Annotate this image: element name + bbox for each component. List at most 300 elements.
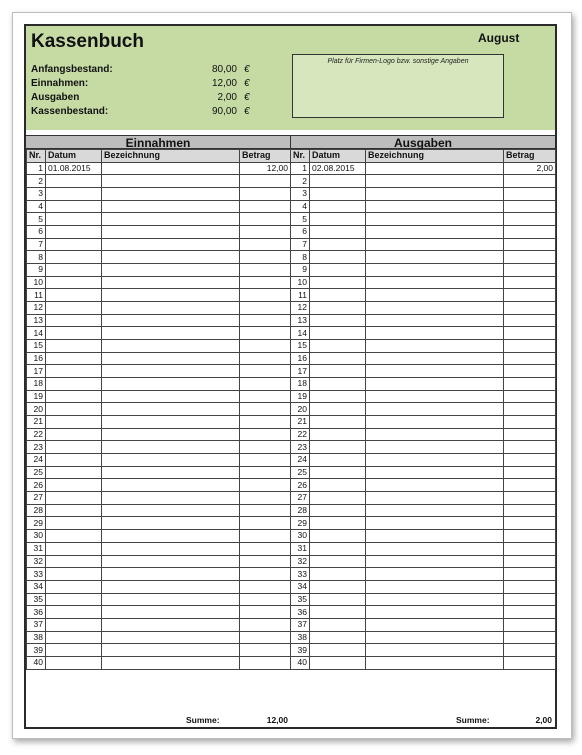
amount-cell[interactable]: 12,00 [240,162,291,175]
amount-cell[interactable] [504,352,556,365]
date-cell[interactable] [310,504,366,517]
amount-cell[interactable] [504,238,556,251]
description-cell[interactable] [366,188,504,201]
amount-cell[interactable] [240,378,291,391]
row-number: 18 [291,378,310,391]
row-number: 24 [27,454,46,467]
description-cell[interactable] [102,264,240,277]
date-cell[interactable] [310,390,366,403]
description-cell[interactable] [366,656,504,669]
description-cell[interactable] [102,200,240,213]
date-cell[interactable] [46,238,102,251]
description-cell[interactable] [102,644,240,657]
amount-cell[interactable] [504,479,556,492]
amount-cell[interactable] [504,631,556,644]
date-cell[interactable] [46,517,102,530]
kassenbuch-sheet [24,24,557,729]
currency-symbol: € [244,78,250,89]
amount-cell[interactable] [240,555,291,568]
date-cell[interactable] [46,314,102,327]
table-row [291,226,556,239]
description-cell[interactable] [366,593,504,606]
description-cell[interactable] [102,175,240,188]
description-cell[interactable] [366,213,504,226]
date-cell[interactable] [46,188,102,201]
amount-cell[interactable] [504,428,556,441]
date-cell[interactable] [310,542,366,555]
amount-cell[interactable] [240,466,291,479]
date-cell[interactable] [46,378,102,391]
date-cell[interactable] [310,479,366,492]
description-cell[interactable] [102,618,240,631]
table-row [27,517,291,530]
amount-cell[interactable] [240,314,291,327]
table-row [27,568,291,581]
table-row [27,618,291,631]
description-cell[interactable] [366,416,504,429]
date-cell[interactable] [310,644,366,657]
description-cell[interactable] [102,365,240,378]
description-cell[interactable] [366,238,504,251]
date-cell[interactable] [310,314,366,327]
amount-cell[interactable] [240,416,291,429]
amount-cell[interactable] [504,441,556,454]
description-cell[interactable] [102,403,240,416]
description-cell[interactable] [366,606,504,619]
amount-cell[interactable] [504,327,556,340]
description-cell[interactable] [102,504,240,517]
description-cell[interactable] [102,517,240,530]
description-cell[interactable] [102,289,240,302]
row-number: 2 [291,175,310,188]
date-cell[interactable]: 02.08.2015 [310,162,366,175]
description-cell[interactable] [102,593,240,606]
table-row [291,606,556,619]
amount-cell[interactable] [504,251,556,264]
description-cell[interactable] [366,466,504,479]
description-cell[interactable] [366,390,504,403]
row-number: 32 [27,555,46,568]
amount-cell[interactable] [240,302,291,315]
date-cell[interactable] [310,226,366,239]
amount-cell[interactable] [504,492,556,505]
currency-symbol: € [244,92,250,103]
amount-cell[interactable] [504,656,556,669]
date-cell[interactable] [310,441,366,454]
month-label: August [478,31,520,45]
date-cell[interactable] [310,340,366,353]
date-cell[interactable] [46,251,102,264]
row-number: 17 [291,365,310,378]
amount-cell[interactable] [504,403,556,416]
description-cell[interactable] [366,314,504,327]
amount-cell[interactable] [504,568,556,581]
description-cell[interactable] [366,517,504,530]
amount-cell[interactable] [240,618,291,631]
description-cell[interactable] [366,276,504,289]
date-cell[interactable] [310,618,366,631]
row-number: 38 [27,631,46,644]
table-row [291,542,556,555]
amount-cell[interactable] [504,340,556,353]
amount-cell[interactable] [504,390,556,403]
description-cell[interactable] [102,378,240,391]
table-row [27,175,291,188]
date-cell[interactable] [310,555,366,568]
description-cell[interactable] [102,631,240,644]
date-cell[interactable] [310,606,366,619]
description-cell[interactable] [102,302,240,315]
date-cell[interactable] [310,378,366,391]
amount-cell[interactable] [504,517,556,530]
amount-cell[interactable] [240,656,291,669]
date-cell[interactable] [46,327,102,340]
date-cell[interactable] [46,593,102,606]
date-cell[interactable] [46,466,102,479]
description-cell[interactable] [366,542,504,555]
row-number: 25 [291,466,310,479]
amount-cell[interactable] [504,276,556,289]
date-cell[interactable] [310,188,366,201]
date-cell[interactable] [310,264,366,277]
amount-cell[interactable] [504,618,556,631]
amount-cell[interactable] [240,276,291,289]
description-cell[interactable] [102,162,240,175]
date-cell[interactable] [46,568,102,581]
amount-cell[interactable] [240,403,291,416]
date-cell[interactable] [46,542,102,555]
date-cell[interactable] [310,530,366,543]
date-cell[interactable] [310,352,366,365]
date-cell[interactable] [310,403,366,416]
description-cell[interactable] [366,504,504,517]
amount-cell[interactable] [240,188,291,201]
row-number: 36 [27,606,46,619]
date-cell[interactable] [46,454,102,467]
description-cell[interactable] [366,441,504,454]
amount-cell[interactable] [504,226,556,239]
date-cell[interactable] [46,276,102,289]
row-number: 3 [291,188,310,201]
amount-cell[interactable] [240,631,291,644]
amount-cell[interactable] [504,466,556,479]
date-cell[interactable] [310,428,366,441]
amount-cell[interactable] [240,352,291,365]
amount-cell[interactable] [504,555,556,568]
income-table [26,149,291,670]
date-cell[interactable] [46,644,102,657]
col-header-bezeichnung: Bezeichnung [366,150,504,163]
amount-cell[interactable] [504,416,556,429]
description-cell[interactable] [366,289,504,302]
description-cell[interactable] [366,226,504,239]
col-header-bezeichnung: Bezeichnung [102,150,240,163]
amount-cell[interactable] [504,580,556,593]
date-cell[interactable]: 01.08.2015 [46,162,102,175]
amount-cell[interactable] [504,302,556,315]
description-cell[interactable] [366,403,504,416]
description-cell[interactable] [366,580,504,593]
description-cell[interactable] [102,441,240,454]
description-cell[interactable] [366,568,504,581]
date-cell[interactable] [46,390,102,403]
expenses-sum-label: Summe: [456,715,490,725]
amount-cell[interactable] [240,289,291,302]
amount-cell[interactable] [504,530,556,543]
date-cell[interactable] [310,302,366,315]
date-cell[interactable] [310,327,366,340]
amount-cell[interactable] [240,454,291,467]
amount-cell[interactable] [240,213,291,226]
amount-cell[interactable] [240,568,291,581]
description-cell[interactable] [102,213,240,226]
date-cell[interactable] [310,276,366,289]
table-row [27,631,291,644]
logo-placeholder-box[interactable] [292,54,504,118]
table-row [291,264,556,277]
date-cell[interactable] [310,466,366,479]
date-cell[interactable] [46,352,102,365]
row-number: 31 [27,542,46,555]
date-cell[interactable] [46,428,102,441]
amount-cell[interactable] [240,530,291,543]
description-cell[interactable] [366,555,504,568]
row-number: 23 [291,441,310,454]
amount-cell[interactable] [240,504,291,517]
date-cell[interactable] [46,492,102,505]
description-cell[interactable] [102,568,240,581]
col-header-datum: Datum [310,150,366,163]
row-number: 9 [291,264,310,277]
description-cell[interactable] [366,618,504,631]
date-cell[interactable] [46,656,102,669]
date-cell[interactable] [46,200,102,213]
amount-cell[interactable] [240,264,291,277]
amount-cell[interactable] [240,517,291,530]
amount-cell[interactable] [504,365,556,378]
table-row [27,504,291,517]
description-cell[interactable] [102,606,240,619]
amount-cell[interactable] [504,188,556,201]
table-row [27,238,291,251]
amount-cell[interactable] [240,365,291,378]
description-cell[interactable] [102,226,240,239]
amount-cell[interactable] [240,479,291,492]
row-number: 5 [291,213,310,226]
amount-cell[interactable] [240,593,291,606]
date-cell[interactable] [310,416,366,429]
description-cell[interactable] [102,327,240,340]
amount-cell[interactable] [504,314,556,327]
description-cell[interactable] [102,580,240,593]
description-cell[interactable] [366,352,504,365]
table-row [291,200,556,213]
description-cell[interactable] [366,200,504,213]
income-sum-value: 12,00 [266,715,288,725]
description-cell[interactable] [102,492,240,505]
date-cell[interactable] [46,631,102,644]
date-cell[interactable] [46,416,102,429]
date-cell[interactable] [46,213,102,226]
row-number: 12 [291,302,310,315]
description-cell[interactable] [102,656,240,669]
row-number: 33 [27,568,46,581]
amount-cell[interactable] [504,175,556,188]
date-cell[interactable] [46,580,102,593]
date-cell[interactable] [310,175,366,188]
description-cell[interactable] [366,162,504,175]
date-cell[interactable] [46,479,102,492]
date-cell[interactable] [310,365,366,378]
table-row [291,213,556,226]
table-row [27,593,291,606]
description-cell[interactable] [366,479,504,492]
row-number: 6 [27,226,46,239]
header-panel [26,26,555,132]
row-number: 27 [27,492,46,505]
amount-cell[interactable] [240,226,291,239]
date-cell[interactable] [46,264,102,277]
date-cell[interactable] [310,200,366,213]
currency-symbol: € [244,64,250,75]
table-row [291,618,556,631]
amount-cell[interactable] [240,644,291,657]
amount-cell[interactable] [504,213,556,226]
amount-cell[interactable] [240,492,291,505]
date-cell[interactable] [310,656,366,669]
amount-cell[interactable] [504,289,556,302]
date-cell[interactable] [310,631,366,644]
description-cell[interactable] [102,390,240,403]
description-cell[interactable] [102,251,240,264]
date-cell[interactable] [310,238,366,251]
amount-cell[interactable] [240,200,291,213]
amount-cell[interactable] [504,378,556,391]
description-cell[interactable] [102,352,240,365]
date-cell[interactable] [46,606,102,619]
amount-cell[interactable]: 2,00 [504,162,556,175]
table-row [291,416,556,429]
amount-cell[interactable] [504,593,556,606]
description-cell[interactable] [366,631,504,644]
table-row [27,276,291,289]
date-cell[interactable] [310,213,366,226]
date-cell[interactable] [46,441,102,454]
date-cell[interactable] [46,365,102,378]
table-row [291,580,556,593]
amount-cell[interactable] [240,340,291,353]
date-cell[interactable] [310,568,366,581]
description-cell[interactable] [102,238,240,251]
amount-cell[interactable] [504,644,556,657]
description-cell[interactable] [102,479,240,492]
description-cell[interactable] [366,530,504,543]
amount-cell[interactable] [504,264,556,277]
description-cell[interactable] [366,175,504,188]
description-cell[interactable] [102,276,240,289]
description-cell[interactable] [102,466,240,479]
amount-cell[interactable] [240,175,291,188]
amount-cell[interactable] [240,327,291,340]
description-cell[interactable] [366,644,504,657]
description-cell[interactable] [366,327,504,340]
description-cell[interactable] [366,264,504,277]
amount-cell[interactable] [240,238,291,251]
description-cell[interactable] [102,530,240,543]
summary-value: 2,00 [217,92,237,103]
date-cell[interactable] [46,226,102,239]
date-cell[interactable] [46,555,102,568]
date-cell[interactable] [46,618,102,631]
date-cell[interactable] [310,580,366,593]
description-cell[interactable] [102,314,240,327]
description-cell[interactable] [102,555,240,568]
amount-cell[interactable] [240,390,291,403]
description-cell[interactable] [366,302,504,315]
date-cell[interactable] [310,251,366,264]
description-cell[interactable] [102,340,240,353]
description-cell[interactable] [102,416,240,429]
amount-cell[interactable] [504,454,556,467]
amount-cell[interactable] [240,441,291,454]
date-cell[interactable] [310,593,366,606]
table-row [291,340,556,353]
description-cell[interactable] [366,365,504,378]
amount-cell[interactable] [504,200,556,213]
date-cell[interactable] [46,175,102,188]
amount-cell[interactable] [240,251,291,264]
amount-cell[interactable] [504,504,556,517]
description-cell[interactable] [102,188,240,201]
date-cell[interactable] [310,289,366,302]
description-cell[interactable] [102,454,240,467]
table-row [291,365,556,378]
date-cell[interactable] [46,530,102,543]
description-cell[interactable] [366,378,504,391]
date-cell[interactable] [310,454,366,467]
date-cell[interactable] [46,340,102,353]
row-number: 2 [27,175,46,188]
amount-cell[interactable] [504,542,556,555]
amount-cell[interactable] [240,542,291,555]
row-number: 12 [27,302,46,315]
table-row [27,542,291,555]
amount-cell[interactable] [240,580,291,593]
amount-cell[interactable] [240,428,291,441]
date-cell[interactable] [46,302,102,315]
date-cell[interactable] [46,403,102,416]
row-number: 26 [27,479,46,492]
table-row [291,188,556,201]
amount-cell[interactable] [504,606,556,619]
description-cell[interactable] [366,454,504,467]
description-cell[interactable] [366,251,504,264]
table-row [27,606,291,619]
description-cell[interactable] [366,340,504,353]
description-cell[interactable] [102,542,240,555]
date-cell[interactable] [46,504,102,517]
amount-cell[interactable] [240,606,291,619]
date-cell[interactable] [46,289,102,302]
description-cell[interactable] [366,492,504,505]
description-cell[interactable] [366,428,504,441]
description-cell[interactable] [102,428,240,441]
date-cell[interactable] [310,517,366,530]
row-number: 7 [291,238,310,251]
date-cell[interactable] [310,492,366,505]
table-row [27,416,291,429]
row-number: 22 [27,428,46,441]
